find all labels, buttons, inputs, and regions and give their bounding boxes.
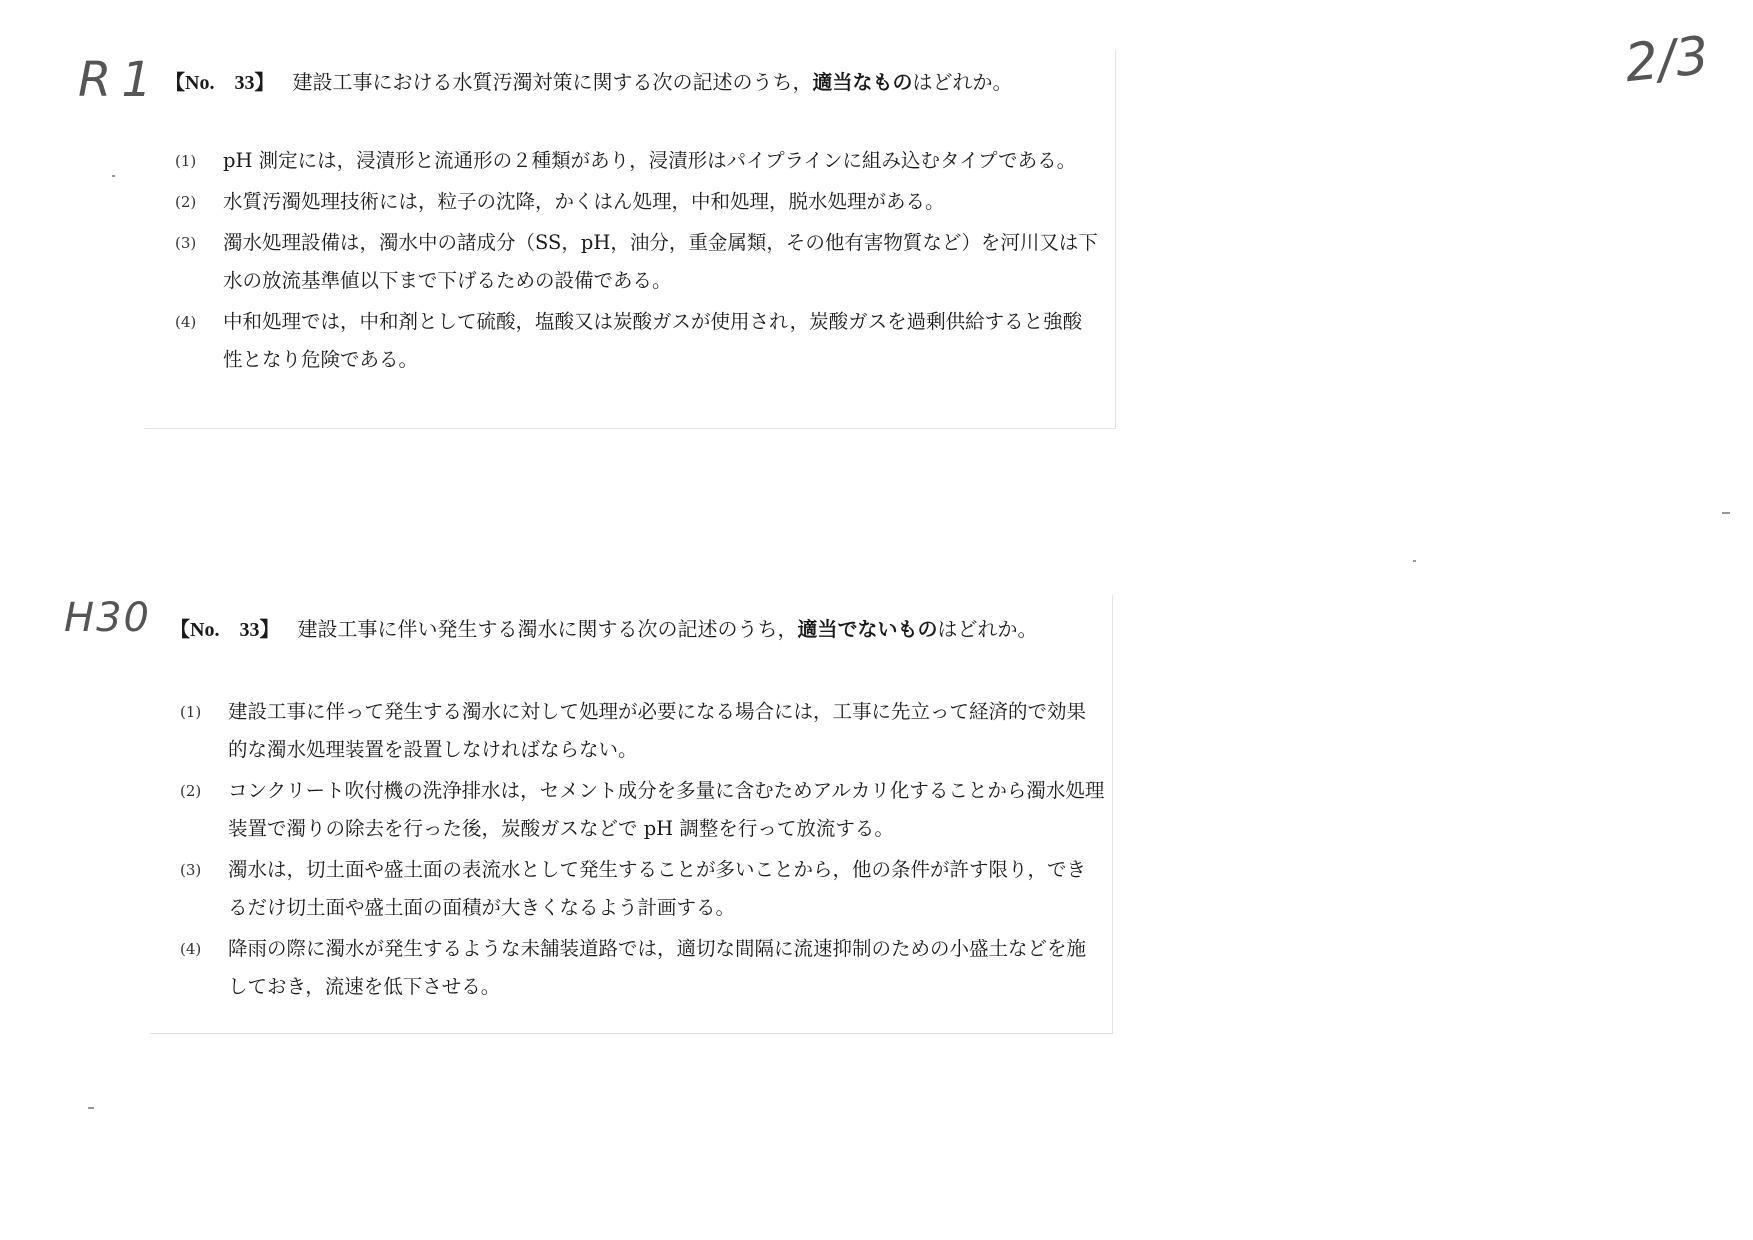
handwritten-year-h30: H30 xyxy=(64,595,151,641)
option-3 xyxy=(175,224,1100,300)
question-stem-emphasis: 適当なもの xyxy=(812,70,913,94)
option-text: 中和処理では，中和剤として硫酸，塩酸又は炭酸ガスが使用され，炭酸ガスを過剰供給すると強酸性となり危険である。 xyxy=(223,310,1083,371)
question-stem-after: はどれか。 xyxy=(912,70,1013,94)
option-mark: (3) xyxy=(175,234,197,252)
option-1 xyxy=(180,693,1105,769)
option-mark: (1) xyxy=(175,152,197,170)
handwritten-page-number: 2/3 xyxy=(1622,25,1712,95)
question-block-1 xyxy=(145,50,1116,429)
option-mark: (2) xyxy=(175,193,197,211)
option-list xyxy=(175,142,1100,382)
option-text: コンクリート吹付機の洗浄排水は，セメント成分を多量に含むためアルカリ化することから濁水処理装置で濁りの除去を行った後，炭酸ガスなどで pH 調整を行って放流する。 xyxy=(228,779,1105,840)
option-4 xyxy=(180,930,1105,1006)
scan-speck xyxy=(112,175,115,177)
option-mark: (3) xyxy=(180,861,202,879)
option-mark: (4) xyxy=(175,313,197,331)
handwritten-year-r1: R1 xyxy=(78,52,162,108)
question-number: 【No. 33】 xyxy=(170,619,280,641)
option-4 xyxy=(175,303,1100,379)
option-text: 降雨の際に濁水が発生するような未舗装道路では，適切な間隔に流速抑制のための小盛土などを施しておき，流速を低下させる。 xyxy=(228,937,1087,998)
option-list xyxy=(180,693,1105,1009)
option-2 xyxy=(180,772,1105,848)
option-2 xyxy=(175,183,1100,221)
scan-speck xyxy=(88,1107,94,1109)
option-text: 水質汚濁処理技術には，粒子の沈降，かくはん処理，中和処理，脱水処理がある。 xyxy=(223,190,945,213)
question-stem xyxy=(170,613,1037,642)
question-stem xyxy=(165,66,1012,95)
option-1 xyxy=(175,142,1100,180)
question-block-2 xyxy=(150,595,1113,1034)
option-mark: (2) xyxy=(180,782,202,800)
question-number: 【No. 33】 xyxy=(165,72,275,94)
option-text: 濁水は，切土面や盛土面の表流水として発生することが多いことから，他の条件が許す限り，できるだけ切土面や盛土面の面積が大きくなるよう計画する。 xyxy=(228,858,1087,919)
option-mark: (4) xyxy=(180,940,202,958)
option-3 xyxy=(180,851,1105,927)
option-mark: (1) xyxy=(180,703,202,721)
question-stem-before: 建設工事における水質汚濁対策に関する次の記述のうち， xyxy=(292,70,813,94)
option-text: pH 測定には，浸漬形と流通形の２種類があり，浸漬形はパイプラインに組み込むタイプである。 xyxy=(223,149,1077,172)
question-stem-before: 建設工事に伴い発生する濁水に関する次の記述のうち， xyxy=(297,617,798,641)
option-text: 建設工事に伴って発生する濁水に対して処理が必要になる場合には，工事に先立って経済的で効果的な濁水処理装置を設置しなければならない。 xyxy=(228,700,1087,761)
question-stem-after: はどれか。 xyxy=(937,617,1038,641)
scan-speck xyxy=(1413,560,1416,562)
option-text: 濁水処理設備は，濁水中の諸成分（SS，pH，油分，重金属類，その他有害物質など）を河川又は下水の放流基準値以下まで下げるための設備である。 xyxy=(223,231,1098,292)
question-stem-emphasis: 適当でないもの xyxy=(797,617,938,641)
scan-speck xyxy=(1722,512,1730,514)
